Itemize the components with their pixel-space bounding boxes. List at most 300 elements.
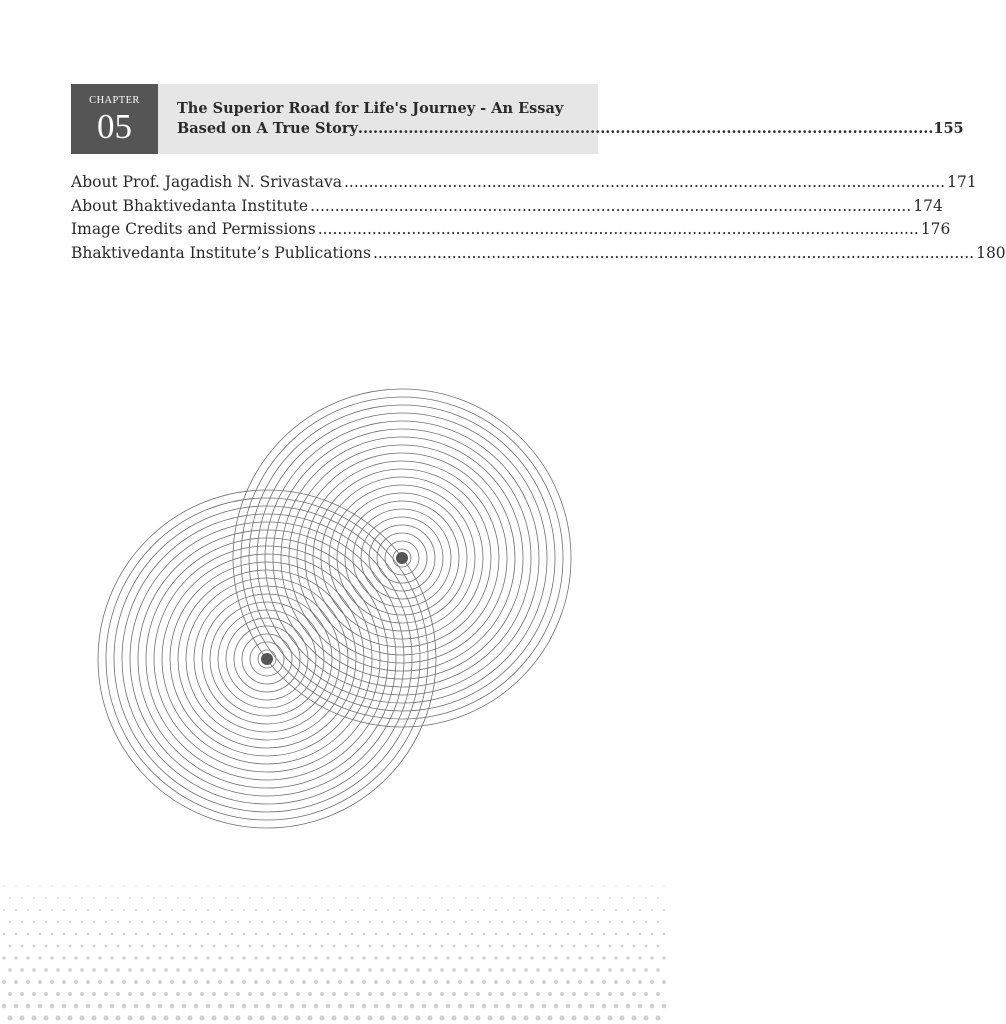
pattern-dot (80, 968, 84, 972)
pattern-dot (116, 968, 120, 972)
pattern-dot (266, 1004, 271, 1009)
pattern-dot (386, 980, 390, 984)
pattern-dot (98, 980, 102, 984)
pattern-dot (26, 956, 29, 959)
pattern-dot (512, 1016, 517, 1021)
pattern-dot (470, 956, 473, 959)
pattern-dot (530, 980, 534, 984)
pattern-dot (447, 909, 449, 911)
pattern-dot (549, 921, 551, 923)
pattern-dot (609, 945, 612, 948)
pattern-dot (537, 897, 539, 899)
pattern-dot (159, 885, 160, 886)
pattern-dot (393, 945, 396, 948)
pattern-dot (291, 933, 294, 936)
pattern-dot (381, 921, 383, 923)
pattern-dot (105, 945, 108, 948)
pattern-dot (314, 956, 317, 959)
pattern-dot (524, 992, 528, 996)
pattern-dot (614, 956, 617, 959)
pattern-dot (579, 909, 581, 911)
pattern-dot (411, 909, 413, 911)
pattern-dot (393, 921, 395, 923)
pattern-dot (579, 885, 580, 886)
pattern-dot (608, 968, 612, 972)
pattern-dot (188, 968, 192, 972)
pattern-dot (177, 921, 179, 923)
pattern-dot (272, 1016, 277, 1021)
pattern-dot (446, 980, 450, 984)
pattern-dot (656, 1016, 661, 1021)
toc-entry-title: Bhaktivedanta Institute’s Publications (71, 243, 371, 262)
pattern-dot (158, 980, 162, 984)
pattern-dot (632, 1016, 637, 1021)
pattern-dot (506, 980, 510, 984)
pattern-dot (608, 992, 612, 996)
pattern-dot (104, 992, 108, 996)
pattern-dot (33, 945, 36, 948)
pattern-dot (261, 897, 263, 899)
pattern-dot (663, 885, 664, 886)
pattern-dot (326, 980, 330, 984)
pattern-dot (638, 980, 642, 984)
pattern-dot (597, 897, 599, 899)
pattern-dot (357, 945, 360, 948)
pattern-dot (633, 897, 635, 899)
pattern-dot (585, 921, 587, 923)
pattern-dot (602, 956, 605, 959)
pattern-dot (177, 897, 179, 899)
pattern-dot (410, 956, 413, 959)
pattern-dot (434, 980, 438, 984)
pattern-dot (230, 1004, 235, 1009)
pattern-dot (303, 909, 305, 911)
pattern-dot (219, 909, 221, 911)
pattern-dot (609, 921, 611, 923)
pattern-dot (213, 897, 215, 899)
pattern-dot (285, 945, 288, 948)
pattern-dot (398, 1004, 403, 1009)
pattern-dot (579, 933, 582, 936)
pattern-dot (273, 897, 275, 899)
chapter-title-line-2: Based on A True Story (177, 120, 358, 137)
pattern-dot (584, 992, 588, 996)
pattern-dot (513, 945, 516, 948)
pattern-dot (344, 968, 348, 972)
pattern-dot (267, 909, 269, 911)
pattern-dot (657, 921, 659, 923)
pattern-dot (416, 968, 420, 972)
pattern-dot (116, 1016, 121, 1021)
pattern-dot (471, 933, 474, 936)
pattern-dot (315, 909, 317, 911)
pattern-dot (56, 968, 60, 972)
pattern-dot (129, 945, 132, 948)
pattern-dot (387, 933, 390, 936)
pattern-dot (254, 1004, 259, 1009)
pattern-dot (206, 956, 209, 959)
pattern-dot (627, 885, 628, 886)
pattern-dot (111, 885, 112, 886)
pattern-dot (56, 992, 60, 996)
pattern-dot (141, 921, 143, 923)
pattern-dot (21, 897, 23, 899)
pattern-dot (272, 992, 276, 996)
pattern-dot (255, 909, 257, 911)
pattern-dot (578, 980, 582, 984)
pattern-dot (590, 1004, 595, 1009)
pattern-dot (200, 992, 204, 996)
pattern-dot (362, 1004, 367, 1009)
pattern-dot (332, 992, 336, 996)
chapter-number: 05 (97, 107, 132, 146)
pattern-dot (69, 945, 72, 948)
pattern-dot (212, 992, 216, 996)
pattern-dot (578, 956, 581, 959)
pattern-dot (345, 897, 347, 899)
pattern-dot (626, 980, 630, 984)
pattern-dot (302, 956, 305, 959)
pattern-dot (650, 1004, 655, 1009)
pattern-dot (542, 980, 546, 984)
pattern-dot (339, 909, 341, 911)
pattern-dot (518, 980, 522, 984)
pattern-dot (458, 956, 461, 959)
pattern-dot (338, 1004, 343, 1009)
pattern-dot (290, 1004, 295, 1009)
pattern-dot (518, 1004, 523, 1009)
pattern-dot (69, 921, 71, 923)
pattern-dot (182, 956, 185, 959)
pattern-dot (483, 885, 484, 886)
pattern-dot (596, 992, 600, 996)
pattern-dot (572, 1016, 577, 1021)
pattern-dot (14, 980, 18, 984)
pattern-dot (500, 1016, 505, 1021)
pattern-dot (236, 968, 240, 972)
pattern-dot (314, 1004, 319, 1009)
pattern-dot (99, 933, 102, 936)
pattern-dot (357, 897, 359, 899)
pattern-dot (356, 1016, 361, 1021)
pattern-dot (303, 885, 304, 886)
pattern-dot (50, 956, 53, 959)
pattern-dot (452, 1016, 457, 1021)
pattern-dot (218, 956, 221, 959)
pattern-dot (380, 1016, 385, 1021)
pattern-dot (434, 956, 437, 959)
pattern-dot (129, 897, 131, 899)
pattern-dot (506, 956, 509, 959)
pattern-dot (489, 897, 491, 899)
pattern-dot (650, 980, 654, 984)
pattern-dot (207, 885, 208, 886)
pattern-dot (639, 885, 640, 886)
pattern-dot (363, 885, 364, 886)
pattern-dot (63, 933, 66, 936)
pattern-dot (531, 909, 533, 911)
pattern-dot (519, 909, 521, 911)
pattern-dot (303, 933, 306, 936)
pattern-dot (171, 909, 173, 911)
pattern-dot (170, 956, 173, 959)
pattern-dot (560, 992, 564, 996)
pattern-dot (476, 992, 480, 996)
pattern-dot (651, 909, 653, 911)
pattern-dot (495, 885, 496, 886)
pattern-dot (290, 956, 293, 959)
pattern-dot (632, 992, 636, 996)
pattern-dot (9, 897, 11, 899)
pattern-dot (362, 980, 366, 984)
pattern-dot (428, 992, 432, 996)
pattern-dot (3, 909, 5, 911)
pattern-dot (567, 885, 568, 886)
pattern-dot (279, 885, 280, 886)
pattern-dot (134, 1004, 139, 1009)
pattern-dot (627, 909, 629, 911)
pattern-dot (362, 956, 365, 959)
pattern-dot (321, 945, 324, 948)
pattern-dot (351, 933, 354, 936)
pattern-dot (111, 933, 114, 936)
pattern-dot (152, 968, 156, 972)
pattern-dot (392, 992, 396, 996)
pattern-dot (501, 921, 503, 923)
pattern-dot (219, 885, 220, 886)
pattern-dot (212, 1016, 217, 1021)
pattern-dot (435, 933, 438, 936)
pattern-dot (621, 897, 623, 899)
pattern-dot (578, 1004, 583, 1009)
leader-dots: .......................................................................................................................... (372, 243, 975, 262)
pattern-dot (405, 897, 407, 899)
pattern-dot (225, 921, 227, 923)
pattern-dot (87, 909, 89, 911)
pattern-dot (290, 980, 294, 984)
pattern-dot (278, 980, 282, 984)
pattern-dot (176, 968, 180, 972)
pattern-dot (369, 897, 371, 899)
pattern-dot (662, 1004, 667, 1009)
pattern-dot (465, 921, 467, 923)
pattern-dot (627, 933, 630, 936)
pattern-dot (363, 933, 366, 936)
pattern-dot (441, 921, 443, 923)
pattern-dot (80, 992, 84, 996)
pattern-dot (638, 1004, 643, 1009)
pattern-dot (573, 945, 576, 948)
pattern-dot (146, 980, 150, 984)
pattern-dot (201, 897, 203, 899)
pattern-dot (273, 921, 275, 923)
pattern-dot (435, 909, 437, 911)
pattern-dot (225, 945, 228, 948)
pattern-dot (80, 1016, 85, 1021)
pattern-dot (536, 968, 540, 972)
pattern-dot (165, 897, 167, 899)
pattern-dot (320, 992, 324, 996)
pattern-dot (645, 921, 647, 923)
pattern-dot (188, 992, 192, 996)
pattern-dot (33, 921, 35, 923)
pattern-dot (363, 909, 365, 911)
pattern-dot (302, 980, 306, 984)
pattern-dot (471, 885, 472, 886)
pattern-dot (152, 992, 156, 996)
pattern-dot (237, 945, 240, 948)
pattern-dot (465, 945, 468, 948)
pattern-dot (357, 921, 359, 923)
pattern-dot (63, 885, 64, 886)
pattern-dot (387, 885, 388, 886)
pattern-dot (123, 933, 126, 936)
pattern-dot (398, 956, 401, 959)
pattern-dot (86, 1004, 91, 1009)
pattern-dot (159, 909, 161, 911)
chapter-label: CHAPTER (89, 95, 140, 106)
pattern-dot (536, 1016, 541, 1021)
pattern-dot (176, 992, 180, 996)
pattern-dot (212, 968, 216, 972)
pattern-dot (98, 956, 101, 959)
pattern-dot (603, 909, 605, 911)
pattern-dot (590, 956, 593, 959)
pattern-dot (633, 945, 636, 948)
pattern-dot (140, 968, 144, 972)
pattern-dot (411, 885, 412, 886)
pattern-dot (159, 933, 162, 936)
pattern-dot (525, 945, 528, 948)
pattern-dot (489, 921, 491, 923)
toc-entry-page: 180 (976, 243, 1006, 262)
pattern-dot (128, 968, 132, 972)
pattern-dot (404, 1016, 409, 1021)
pattern-dot (470, 1004, 475, 1009)
chapter-page-number: 155 (933, 120, 964, 137)
pattern-dot (614, 980, 618, 984)
pattern-dot (345, 921, 347, 923)
pattern-dot (326, 956, 329, 959)
pattern-dot (584, 1016, 589, 1021)
pattern-dot (645, 945, 648, 948)
pattern-dot (27, 933, 30, 936)
pattern-dot (57, 897, 59, 899)
pattern-dot (158, 956, 161, 959)
pattern-dot (2, 980, 6, 984)
pattern-dot (639, 933, 642, 936)
pattern-dot (284, 992, 288, 996)
pattern-dot (572, 992, 576, 996)
pattern-dot (380, 992, 384, 996)
pattern-dot (429, 897, 431, 899)
pattern-dot (92, 1016, 97, 1021)
pattern-dot (404, 992, 408, 996)
pattern-dot (171, 933, 174, 936)
pattern-dot (38, 956, 41, 959)
pattern-dot (483, 909, 485, 911)
pattern-dot (500, 968, 504, 972)
pattern-dot (368, 968, 372, 972)
pattern-dot (183, 909, 185, 911)
pattern-dot (632, 968, 636, 972)
pattern-dot (422, 956, 425, 959)
pattern-dot (15, 933, 18, 936)
pattern-dot (332, 968, 336, 972)
pattern-dot (369, 945, 372, 948)
pattern-dot (585, 945, 588, 948)
pattern-dot (620, 1016, 625, 1021)
pattern-dot (218, 1004, 223, 1009)
pattern-dot (123, 909, 125, 911)
pattern-dot (81, 897, 83, 899)
pattern-dot (501, 897, 503, 899)
pattern-dot (38, 980, 42, 984)
pattern-dot (62, 1004, 67, 1009)
pattern-dot (542, 956, 545, 959)
pattern-dot (62, 980, 66, 984)
pattern-dot (464, 1016, 469, 1021)
pattern-dot (176, 1016, 181, 1021)
pattern-dot (656, 992, 660, 996)
pattern-dot (591, 909, 593, 911)
pattern-dot (326, 1004, 331, 1009)
pattern-dot (567, 909, 569, 911)
pattern-dot (458, 1004, 463, 1009)
pattern-dot (231, 933, 234, 936)
pattern-dot (470, 980, 474, 984)
pattern-dot (561, 945, 564, 948)
pattern-dot (266, 980, 270, 984)
pattern-dot (483, 933, 486, 936)
pattern-dot (195, 885, 196, 886)
pattern-dot (68, 1016, 73, 1021)
pattern-dot (651, 885, 652, 886)
pattern-dot (548, 992, 552, 996)
pattern-dot (615, 885, 616, 886)
pattern-dot (609, 897, 611, 899)
pattern-dot (74, 980, 78, 984)
pattern-dot (93, 921, 95, 923)
pattern-dot (549, 945, 552, 948)
pattern-dot (122, 956, 125, 959)
pattern-dot (633, 921, 635, 923)
pattern-dot (597, 945, 600, 948)
pattern-dot (405, 921, 407, 923)
pattern-dot (110, 980, 114, 984)
pattern-dot (189, 945, 192, 948)
pattern-dot (308, 968, 312, 972)
pattern-dot (164, 968, 168, 972)
pattern-dot (512, 992, 516, 996)
pattern-dot (260, 992, 264, 996)
pattern-dot (596, 968, 600, 972)
pattern-dot (398, 980, 402, 984)
pattern-dot (254, 980, 258, 984)
pattern-dot (8, 1016, 13, 1021)
pattern-dot (74, 956, 77, 959)
pattern-dot (374, 956, 377, 959)
pattern-dot (656, 968, 660, 972)
pattern-dot (657, 945, 660, 948)
pattern-dot (392, 1016, 397, 1021)
pattern-dot (338, 956, 341, 959)
pattern-dot (219, 933, 222, 936)
pattern-dot (320, 968, 324, 972)
pattern-dot (614, 1004, 619, 1009)
pattern-dot (459, 885, 460, 886)
pattern-dot (45, 897, 47, 899)
